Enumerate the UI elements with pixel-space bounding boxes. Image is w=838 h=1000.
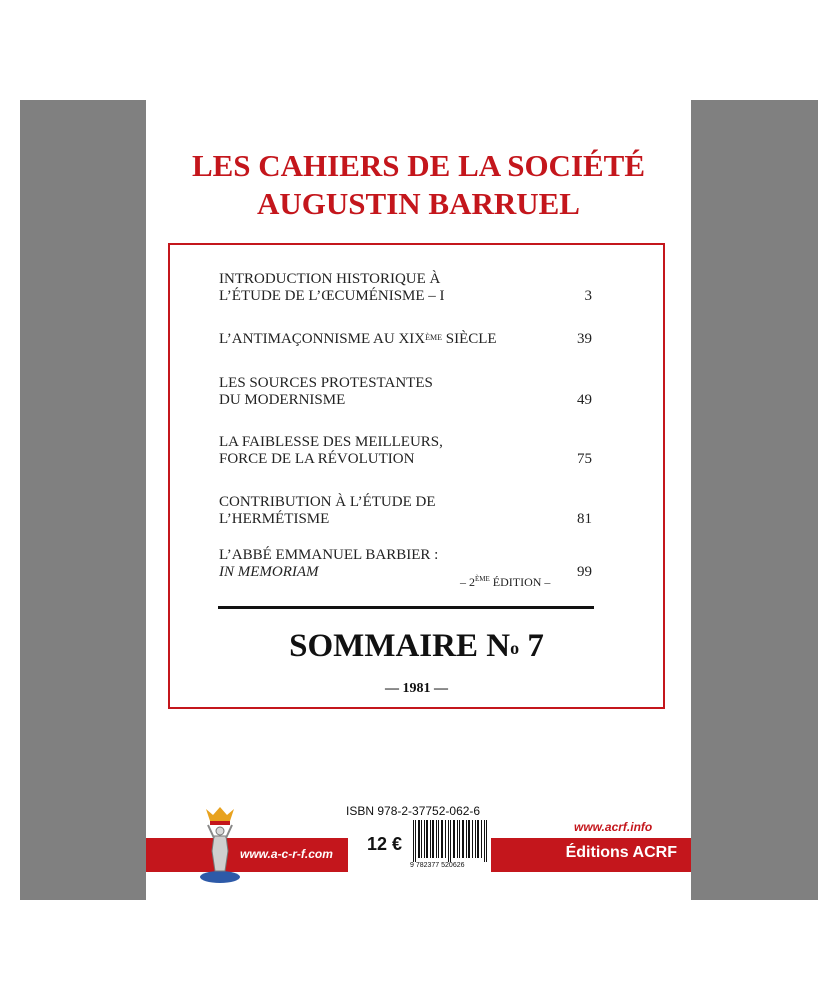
edition-superscript: ÈME: [475, 575, 490, 583]
toc-entry-title-line: IN MEMORIAM: [219, 564, 319, 580]
issue-year: — 1981 —: [385, 681, 448, 696]
price-label: 12 €: [367, 834, 403, 854]
toc-entry: [219, 375, 592, 409]
issue-number: 7: [519, 628, 544, 664]
toc-entry-title-line: INTRODUCTION HISTORIQUE À: [219, 271, 441, 287]
toc-entry-page: 99: [577, 564, 592, 580]
toc-entry-title-line: CONTRIBUTION À L’ÉTUDE DE: [219, 494, 436, 510]
toc-entry-title-line: LES SOURCES PROTESTANTES: [219, 375, 433, 391]
issue-superscript: o: [510, 638, 520, 658]
toc-entry-title-line: L’ABBÉ EMMANUEL BARBIER :: [219, 547, 439, 563]
series-title-line1: LES CAHIERS DE LA SOCIÉTÉ: [191, 148, 646, 183]
toc-entry-page: 3: [584, 288, 592, 304]
publisher-name: Éditions ACRF: [565, 844, 677, 861]
toc-entry-page: 75: [577, 451, 592, 467]
toc-entry-page: 49: [577, 392, 592, 408]
toc-entry-title-line: DU MODERNISME: [219, 392, 346, 408]
toc-title-part: L’ANTIMAÇONNISME AU XIX: [219, 331, 426, 347]
divider-rule: [218, 606, 594, 609]
toc-entry-title-line: L’HERMÉTISME: [219, 511, 330, 527]
book-back-cover: [146, 100, 691, 900]
toc-entry: [219, 434, 592, 468]
toc-entry-title-line: L’ÉTUDE DE L’ŒCUMÉNISME – I: [219, 288, 445, 304]
footer-red-band-right: [491, 838, 691, 872]
publisher-logo-icon: [198, 805, 242, 883]
toc-entry: [219, 331, 592, 348]
footer-red-band-left: [146, 838, 348, 872]
issue-label: SOMMAIRE N: [289, 628, 511, 664]
series-title-line2: AUGUSTIN BARRUEL: [257, 186, 580, 221]
issue-heading: [170, 626, 663, 666]
right-gray-band: [691, 100, 818, 900]
toc-superscript: ÈME: [425, 333, 443, 342]
website-left: www.a-c-r-f.com: [240, 847, 333, 861]
barcode-digits: 9 782377 520626: [410, 862, 465, 869]
toc-entry-title-line: LA FAIBLESSE DES MEILLEURS,: [219, 434, 443, 450]
toc-entry: [219, 271, 592, 305]
toc-title-part: SIÈCLE: [442, 331, 497, 347]
toc-entry: [219, 494, 592, 528]
left-gray-band: [20, 100, 146, 900]
edition-note: [460, 575, 550, 590]
edition-part: – 2: [460, 575, 475, 589]
toc-entry-title-line: [219, 331, 592, 348]
toc-entry-page: 39: [577, 331, 592, 347]
barcode-icon: [410, 820, 490, 862]
website-right: www.acrf.info: [574, 820, 653, 834]
edition-part: ÉDITION –: [489, 575, 551, 589]
isbn-label: ISBN 978-2-37752-062-6: [346, 804, 481, 818]
contents-frame: [168, 243, 665, 709]
toc-entry-title-line: FORCE DE LA RÉVOLUTION: [219, 451, 415, 467]
toc-entry-page: 81: [577, 511, 592, 527]
